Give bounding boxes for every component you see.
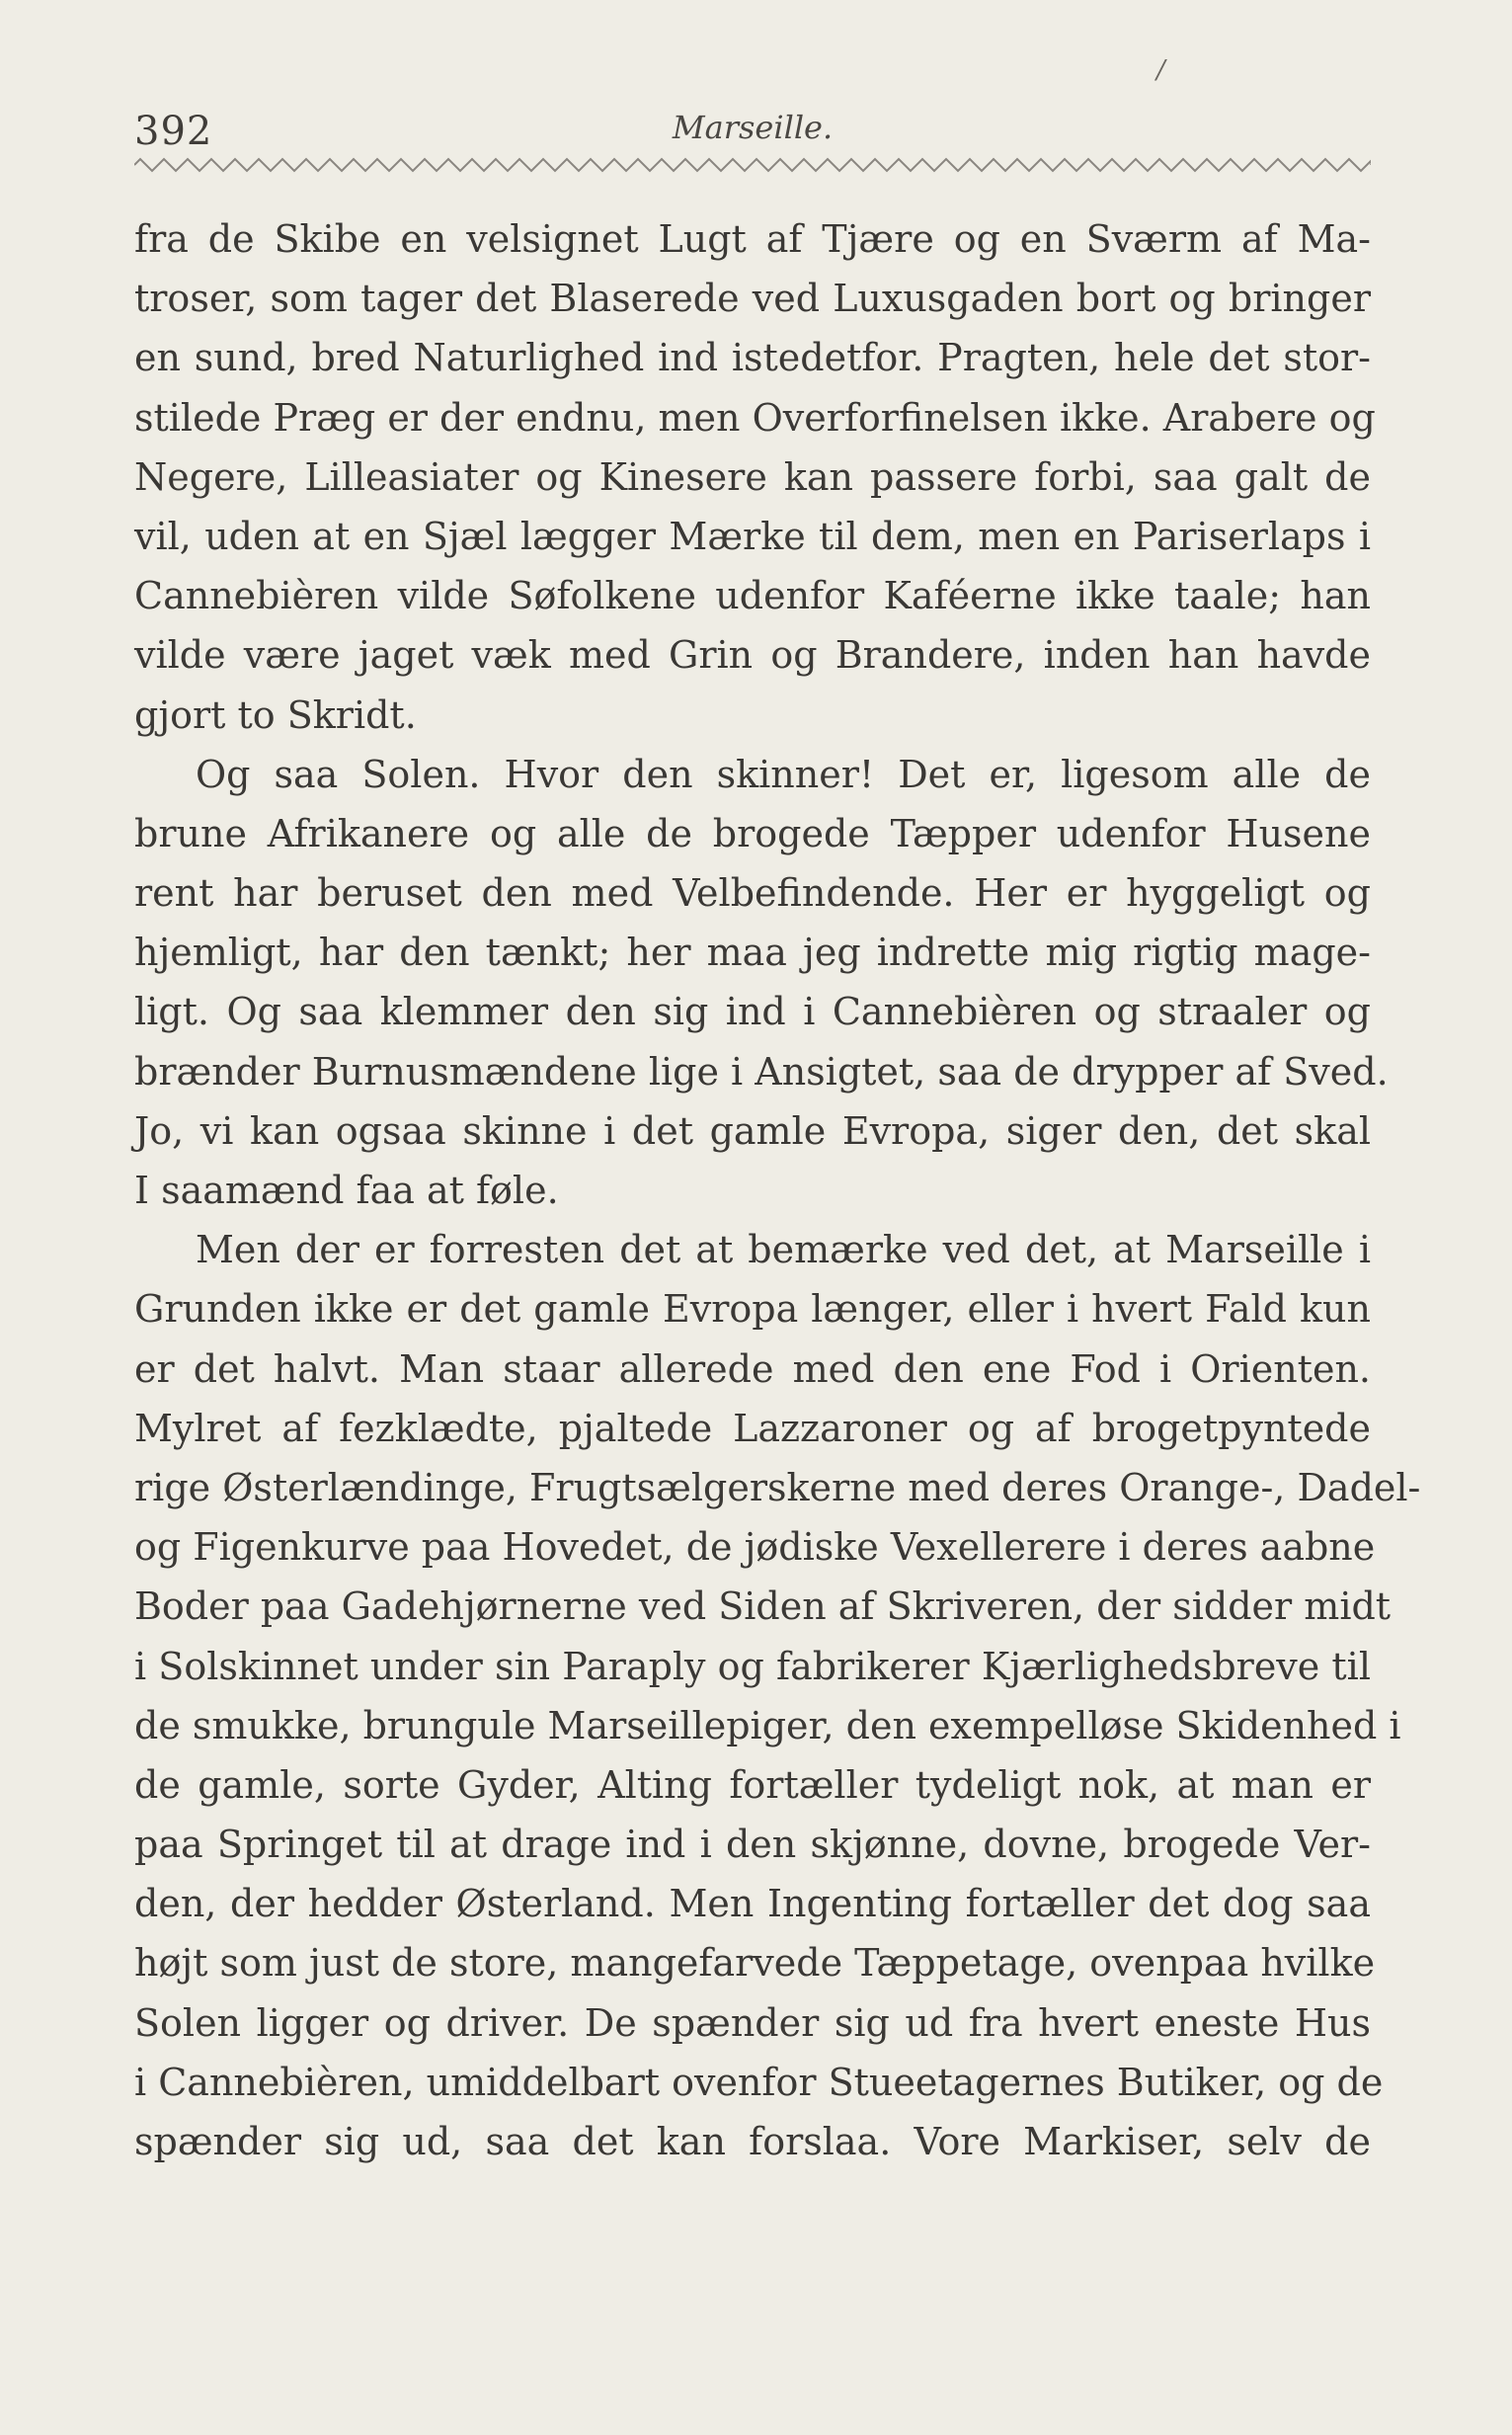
text-line: højt som just de store, mangefarvede Tæppetage, ovenpaa hvilke: [134, 1941, 1376, 1986]
text-line: ligt. Og saa klemmer den sig ind i Cannebièren og straaler og: [134, 990, 1371, 1034]
text-line: vilde være jaget væk med Grin og Brandere, inden han havde: [134, 633, 1371, 678]
running-title: Marseille.: [672, 109, 834, 146]
text-line: I saamænd faa at føle.: [134, 1169, 559, 1212]
text-line: i Cannebièren, umiddelbart ovenfor Stueetagernes Butiker, og de: [134, 2060, 1384, 2104]
text-line: rent har beruset den med Velbefindende. Her er hyggeligt og: [134, 871, 1371, 916]
page-number: 392: [134, 109, 213, 154]
text-line: brune Afrikanere og alle de brogede Tæpper udenfor Husene: [134, 811, 1371, 855]
text-line: og Figenkurve paa Hovedet, de jødiske Vexellerere i deres aabne: [134, 1525, 1376, 1570]
header-ornament-rule: [134, 156, 1371, 174]
text-line: Jo, vi kan ogsaa skinne i det gamle Evropa, siger den, det skal: [134, 1108, 1371, 1153]
text-line: gjort to Skridt.: [134, 692, 417, 737]
paragraph-first-line: Men der er forresten det at bemærke ved det, at Marseille i: [196, 1228, 1371, 1272]
text-line: hjemligt, har den tænkt; her maa jeg indrette mig rigtig mage-: [134, 931, 1371, 975]
text-line: paa Springet til at drage ind i den skjønne, dovne, brogede Ver-: [134, 1823, 1371, 1867]
text-line: Mylret af fezklædte, pjaltede Lazzaroner og af brogetpyntede: [134, 1406, 1371, 1450]
text-line: stilede Præg er der endnu, men Overforfinelsen ikke. Arabere og: [134, 395, 1376, 440]
text-line: Grunden ikke er det gamle Evropa længer, eller i hvert Fald kun: [134, 1287, 1371, 1332]
text-line: troser, som tager det Blaserede ved Luxusgaden bort og bringer: [134, 277, 1371, 321]
text-line: den, der hedder Østerland. Men Ingenting fortæller det dog saa: [134, 1882, 1371, 1926]
corner-mark: /: [1156, 55, 1165, 85]
text-line: Negere, Lilleasiater og Kinesere kan passere forbi, saa galt de: [134, 454, 1371, 499]
text-line: fra de Skibe en velsignet Lugt af Tjære og en Sværm af Ma-: [134, 217, 1371, 261]
body-text: [134, 209, 1421, 2171]
text-line: Cannebièren vilde Søfolkene udenfor Kaféerne ikke taale; han: [134, 574, 1371, 618]
paragraph-first-line: Og saa Solen. Hvor den skinner! Det er, ligesom alle de: [196, 752, 1371, 796]
text-line: rige Østerlændinge, Frugtsælgerskerne med deres Orange-, Dadel-: [134, 1465, 1421, 1509]
text-line: de gamle, sorte Gyder, Alting fortæller tydeligt nok, at man er: [134, 1762, 1371, 1807]
text-line: Solen ligger og driver. De spænder sig ud fra hvert eneste Hus: [134, 2000, 1371, 2045]
text-line: i Solskinnet under sin Paraply og fabrikerer Kjærlighedsbreve til: [134, 1644, 1371, 1688]
text-line: brænder Burnusmændene lige i Ansigtet, saa de drypper af Sved.: [134, 1049, 1389, 1094]
text-line: Boder paa Gadehjørnerne ved Siden af Skriveren, der sidder midt: [134, 1584, 1392, 1629]
text-line: spænder sig ud, saa det kan forslaa. Vore Markiser, selv de: [134, 2120, 1371, 2163]
text-line: de smukke, brungule Marseillepiger, den exempelløse Skidenhed i: [134, 1703, 1401, 1747]
text-line: er det halvt. Man staar allerede med den ene Fod i Orienten.: [134, 1346, 1371, 1391]
page-header: [134, 99, 1371, 178]
text-line: en sund, bred Naturlighed ind istedetfor. Pragten, hele det stor-: [134, 336, 1371, 380]
text-line: vil, uden at en Sjæl lægger Mærke til dem, men en Pariserlaps i: [134, 514, 1371, 558]
